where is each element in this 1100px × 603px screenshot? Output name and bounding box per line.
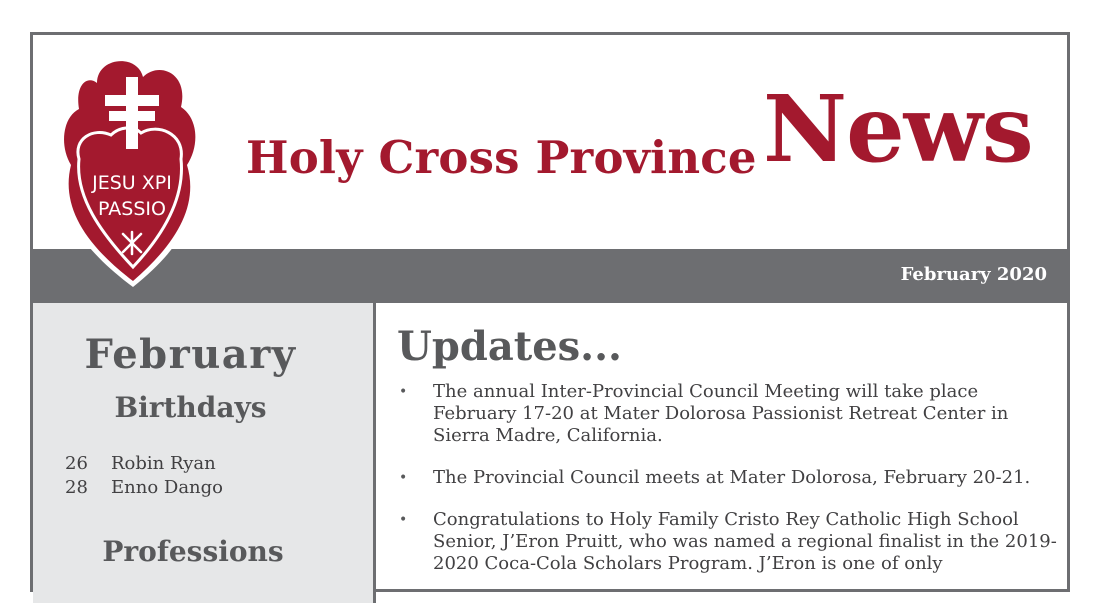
birthday-row: [65, 477, 223, 501]
issue-date: February 2020: [900, 264, 1047, 285]
update-text: Congratulations to Holy Family Cristo Rey Catholic High School Senior, J’Eron Pruitt, who was named a regional finalist in the 2019-2020 Coca-Cola Scholars Program. J’Eron is one of only: [433, 509, 1057, 574]
updates-heading: Updates...: [397, 323, 622, 370]
passionist-emblem-logo: [53, 47, 205, 289]
update-item: [397, 467, 1057, 489]
birthday-name: Robin Ryan: [111, 453, 216, 474]
update-text: The Provincial Council meets at Mater Dolorosa, February 20-21.: [433, 467, 1031, 488]
bullet-icon: •: [399, 512, 408, 528]
sidebar-month-heading: February: [84, 331, 297, 378]
bullet-icon: •: [399, 470, 408, 486]
newsletter-frame: [30, 32, 1070, 592]
sidebar-calendar: [33, 303, 376, 603]
birthday-name: Enno Dango: [111, 477, 223, 498]
newsletter-title-news: News: [763, 75, 1033, 183]
birthday-row: [65, 453, 223, 477]
birthdays-heading: Birthdays: [114, 391, 267, 424]
update-item: [397, 509, 1057, 575]
birthday-day: 26: [65, 453, 88, 474]
emblem-text-line2: PASSIO: [98, 198, 166, 220]
bullet-icon: •: [399, 384, 408, 400]
professions-heading: Professions: [102, 535, 284, 568]
birthday-list: [65, 453, 223, 501]
update-text: The annual Inter-Provincial Council Meeting will take place February 17-20 at Mater Dolorosa Passionist Retreat Center in Sierra Madre, California.: [433, 381, 1009, 446]
newsletter-title: Holy Cross Province: [246, 131, 757, 184]
updates-section: [397, 303, 1057, 603]
updates-list: [397, 381, 1057, 595]
birthday-day: 28: [65, 477, 88, 498]
update-item: [397, 381, 1057, 447]
emblem-text-line1: JESU XPI: [92, 172, 172, 194]
